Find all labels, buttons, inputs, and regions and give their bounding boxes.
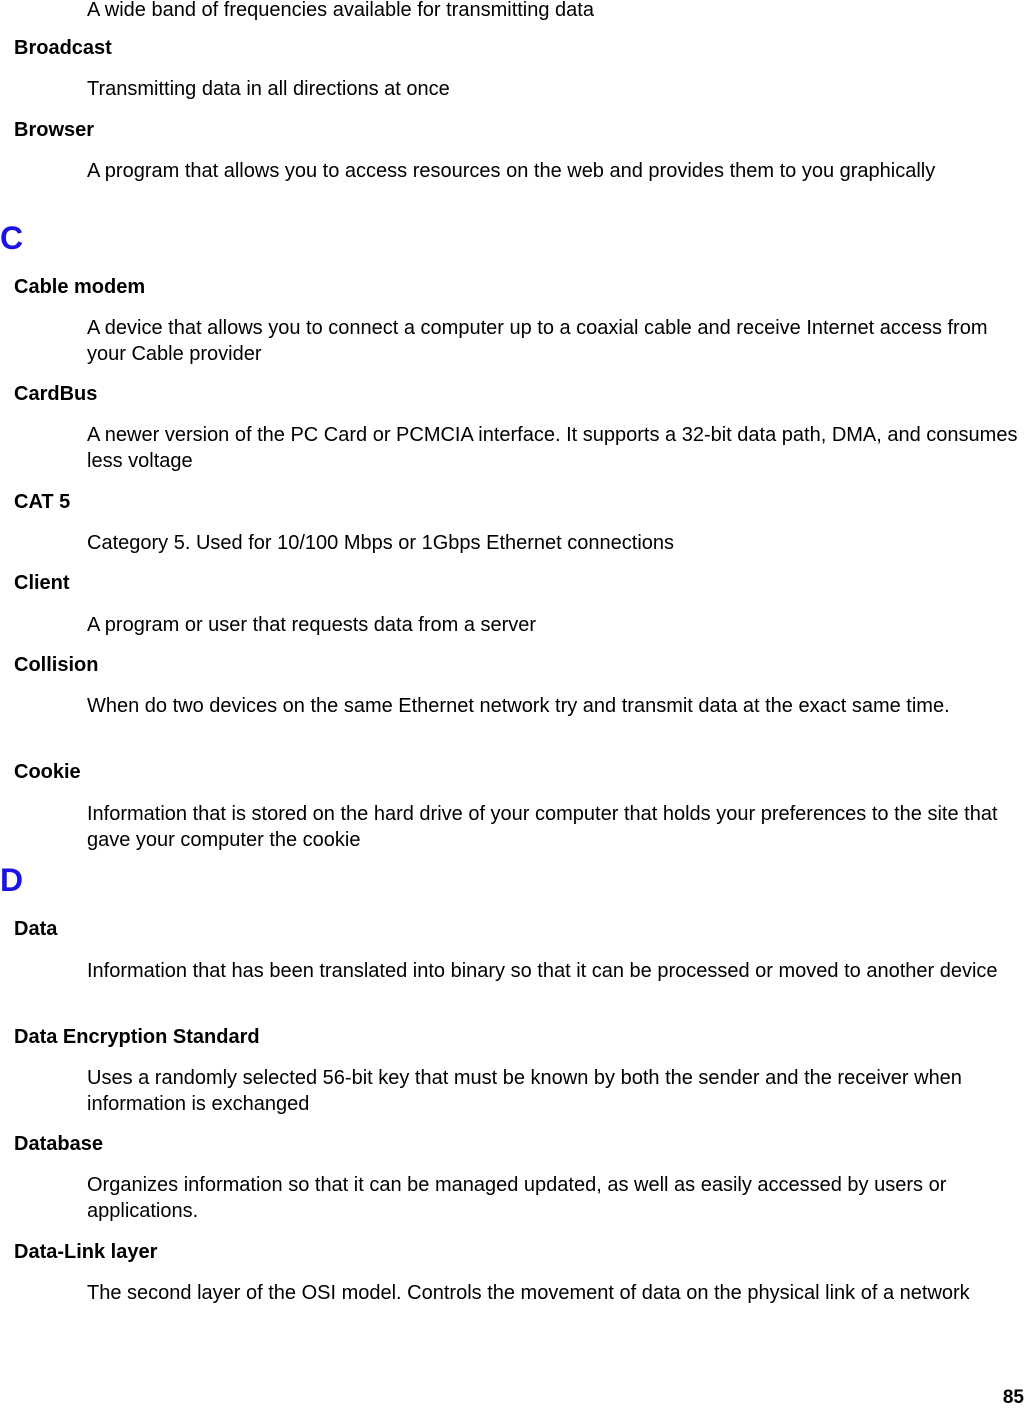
definition-broadcast: Transmitting data in all directions at once bbox=[87, 78, 450, 100]
definition-data-encryption-standard: Uses a randomly selected 56-bit key that must be known by both the sender and the receiver when information is exchanged bbox=[87, 1067, 962, 1115]
term-database: Database bbox=[14, 1133, 103, 1155]
definition-cable-modem: A device that allows you to connect a computer up to a coaxial cable and receive Internet access from your Cable provider bbox=[87, 317, 988, 365]
definition-collision: When do two devices on the same Ethernet network try and transmit data at the exact same time. bbox=[87, 695, 950, 717]
term-client: Client bbox=[14, 572, 70, 594]
page-number: 85 bbox=[1002, 1387, 1024, 1408]
term-broadcast: Broadcast bbox=[14, 37, 112, 59]
term-cat5: CAT 5 bbox=[14, 491, 71, 513]
term-collision: Collision bbox=[14, 654, 99, 676]
term-data-link-layer: Data-Link layer bbox=[14, 1241, 158, 1263]
term-data: Data bbox=[14, 918, 58, 940]
definition-database: Organizes information so that it can be managed updated, as well as easily accessed by users or applications. bbox=[87, 1174, 947, 1222]
definition-cookie: Information that is stored on the hard drive of your computer that holds your preferences to the site that gave your computer the cookie bbox=[87, 803, 998, 851]
section-letter-d: D bbox=[0, 862, 24, 898]
term-data-encryption-standard: Data Encryption Standard bbox=[14, 1026, 260, 1048]
term-cookie: Cookie bbox=[14, 761, 81, 783]
definition-cat5: Category 5. Used for 10/100 Mbps or 1Gbps Ethernet connections bbox=[87, 532, 675, 554]
term-cardbus: CardBus bbox=[14, 383, 98, 405]
intro-definition: A wide band of frequencies available for transmitting data bbox=[87, 0, 594, 21]
definition-browser: A program that allows you to access resources on the web and provides them to you graphically bbox=[87, 160, 936, 182]
term-cable-modem: Cable modem bbox=[14, 276, 146, 298]
definition-client: A program or user that requests data from a server bbox=[87, 614, 537, 636]
section-letter-c: C bbox=[0, 220, 24, 256]
definition-data: Information that has been translated into binary so that it can be processed or moved to another device bbox=[87, 960, 998, 982]
term-browser: Browser bbox=[14, 119, 95, 141]
definition-cardbus: A newer version of the PC Card or PCMCIA interface. It supports a 32-bit data path, DMA, and consumes less voltage bbox=[87, 424, 1018, 472]
definition-data-link-layer: The second layer of the OSI model. Controls the movement of data on the physical link of a network bbox=[87, 1282, 970, 1304]
